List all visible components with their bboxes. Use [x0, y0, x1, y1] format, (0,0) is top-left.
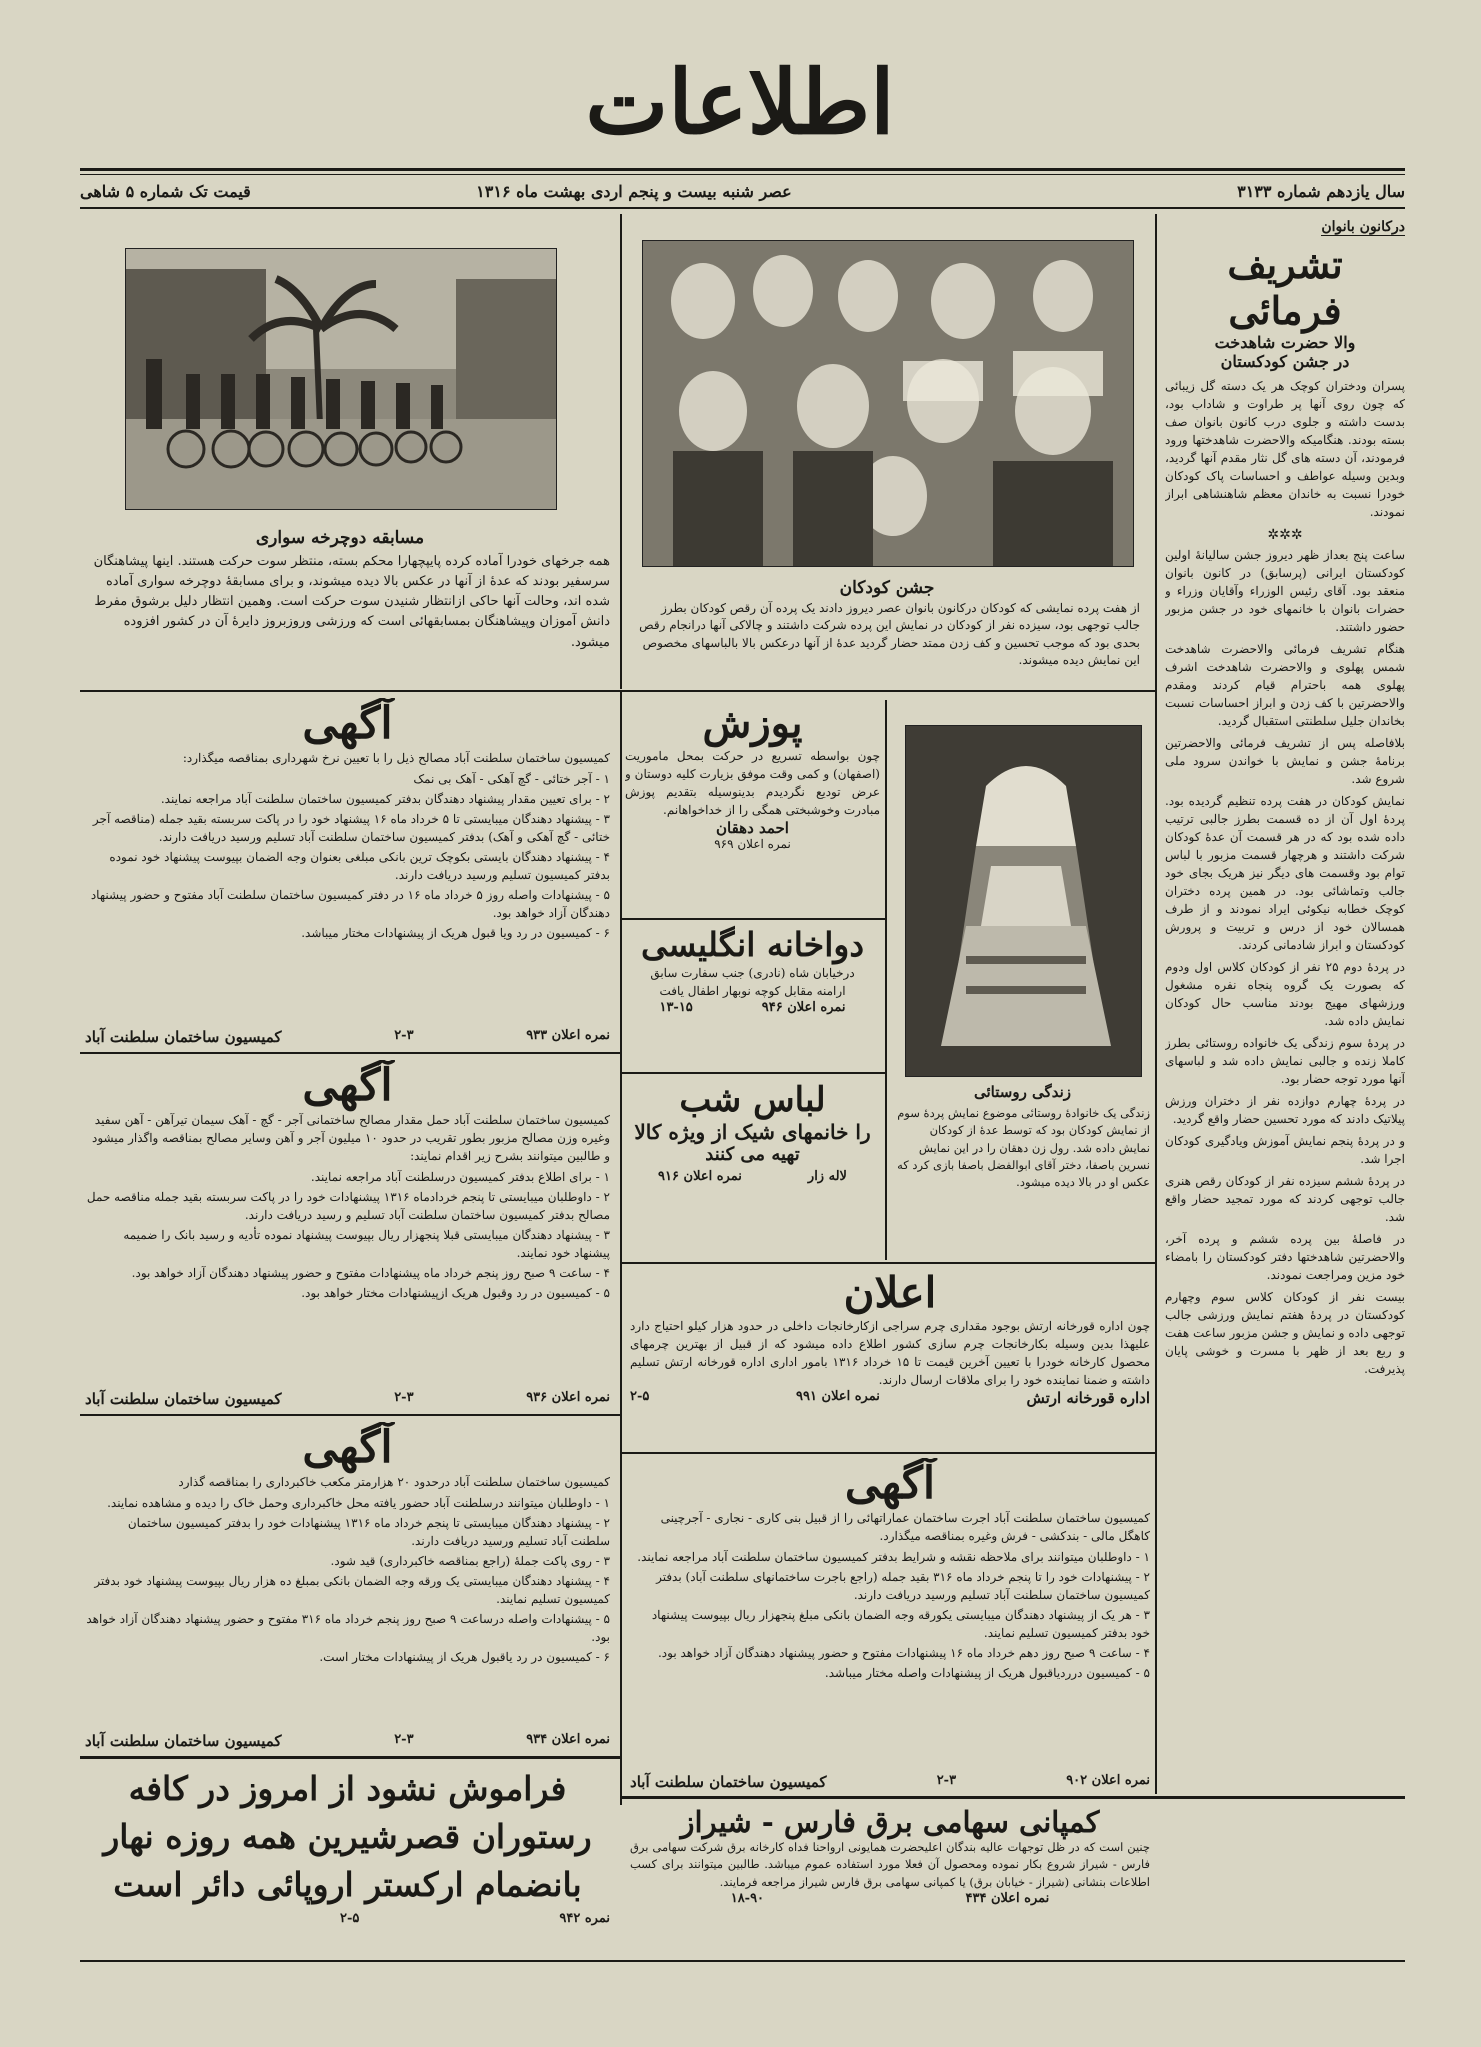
row-rule-5 — [622, 1262, 1155, 1264]
apology-ad-title: پوزش — [702, 700, 803, 747]
sidebar-subhead-2: در جشن کودکستان — [1220, 352, 1350, 372]
armoury-notice-text: چون اداره قورخانه ارتش بوجود مقداری چرم سراجی ازکارخانجات داخلی در حدود هزار کیلو احتیاج دارد علیهذا بدین وسیله بکارخانجات چرم سازی کشور اطلاع داده میشود که از قبیل از بهترین چرمهای محصول کارخانه خودرا با تعیین آخرین قیمت تا ۱۵ خرداد ۱۳۱۶ بامور اداری اداره قورخانه ارتش تسلیم داشته و ضمنا نماینده خود را برای ملاقات ارسال دارند. — [630, 1319, 1150, 1387]
cafe-ad — [85, 1765, 610, 1965]
evening-dress-ad-line-2: تهیه می کنند — [705, 1144, 800, 1165]
village-life-title: زندگی روستائی — [974, 1083, 1071, 1101]
cafe-ad-line-3: بانضمام ارکستر اروپائی دائر است — [113, 1864, 582, 1904]
children-celebration-text: از هفت پرده نمایشی که کودکان درکانون بانوان عصر دیروز دادند یک پرده آن رقص کودکان بطرز جالب توجهی بود، سیزده نفر از کودکان در نمایش این پرده شرکت داشتند و چالاکی آنها درانجام رقص بحدی بود که موجب تحسین و کف زدن ممتد حضار گردید عدهٔ از آنها درعکس بالا بالباسهای مخصوص این نمایش دیده میشوند. — [639, 601, 1140, 668]
electric-company-serial: ۱۸-۹۰ — [730, 1890, 765, 1906]
children-celebration-photo — [642, 240, 1134, 567]
sidebar-paragraph-7: در پردهٔ سوم زندگی یک خانواده روستائی بطرز کاملا زنده و جالبی نمایش داده شد و لباسهای آنها مورد توجه حضار بود. — [1165, 1036, 1405, 1087]
notice-ad-2-ref: نمره اعلان ۹۳۶ — [526, 1390, 610, 1405]
armoury-notice-ref: نمره اعلان ۹۹۱ — [796, 1389, 880, 1404]
notice-ad-4-title: آگهی — [844, 1458, 936, 1509]
row-rule-3 — [80, 1414, 620, 1416]
notice-ad-1-sign: کمیسیون ساختمان سلطنت آباد — [85, 1028, 282, 1046]
row-rule-7 — [622, 1796, 1405, 1799]
bicycle-race-text: همه جرخهای خودرا آماده کرده پایپچهارا محکم بسته، منتظر سوت حرکت هستند. اینها پیشاهنگان سرسفیر بودند که عدهٔ از آنها در عکس بالا دیده میشوند، و برای مسابقهٔ دوچرخه سواری آماده شده اند، وحالت آنها حاکی ازانتظار شنیدن سوت حرکت است. وهمین انتظار دلیل برشوق مفرط دانش آموزان وپیشاهنگان بمسابقهائی است که ورزشی وروزبروز دایرهٔ آن در کشور افزوده میشود. — [93, 554, 610, 650]
notice-ad-2-serial: ۲-۳ — [394, 1390, 414, 1405]
notice-ad-2-title: آگهی — [302, 1060, 393, 1111]
issue-date: عصر شنبه بیست و پنجم اردی بهشت ماه ۱۳۱۶ — [476, 181, 792, 201]
dateline-rule — [80, 207, 1405, 209]
sidebar-headline: تشریف فرمائی — [1227, 242, 1343, 333]
armoury-notice-sign: اداره قورخانه ارتش — [1026, 1389, 1150, 1407]
notice-ad-2-item: ۴ - ساعت ۹ صبح روز پنجم خرداد ماه پیشنهادات مفتوح و حضور پیشنهاد دهندگان آزاد خواهد بود. — [131, 1266, 610, 1280]
sidebar-paragraph-12: بیست نفر از کودکان کلاس سوم وچهارم کودکستان در پردهٔ هفتم نمایش ورزشی جالب توجهی داده و نمایش و جشن مزبور ساعت هفت و ربع بعد از ظهر با مسرت و خوشی پایان پذیرفت. — [1165, 1290, 1405, 1377]
pharmacy-ad-line-1: درخیابان شاه (نادری) جنب سفارت سابق — [650, 966, 855, 980]
sidebar-paragraph-11: در فاصلهٔ بین پرده ششم و پرده آخر، والاحضرتین شاهدختها دفتر کودکستان را بامضاء خود مزین ومراجعت نمودند. — [1165, 1232, 1405, 1283]
notice-ad-1 — [85, 698, 610, 1048]
sidebar-paragraph-2: ساعت پنج بعداز ظهر دیروز جشن سالیانهٔ اولین کودکستان ایرانی (پرسابق) در کانون بانوان منعقد بود. آقای رئیس الوزراء وآقایان وزراء و حضرات بانوان با خانمهای خود در جشن مزبور حضور داشتند. — [1165, 548, 1405, 635]
notice-ad-1-item: ۴ - پیشنهاد دهندگان بایستی بکوچک ترین بانکی مبلغی بعنوان وجه الضمان بپیوست پیشنهاد خود نموده بدفتر کمیسیون تسلیم ورسید دریافت دارند. — [109, 850, 610, 882]
issue-number: سال یازدهم شماره ۳۱۳۳ — [1237, 181, 1405, 201]
apology-ad-text: چون بواسطه تسریع در حرکت بمحل ماموریت (اصفهان) و کمی وقت موفق بزیارت کلیه دوستان و عرض تودیع نگردیدم بدینوسیله بتقدیم پوزش مبادرت وخوشبختی همگی را از خداخواهانم. — [625, 749, 880, 817]
separator-stars-icon: ✲✲✲ — [1267, 527, 1303, 544]
notice-ad-2-item: ۳ - پیشنهاد دهندگان میبایستی قبلا پنجهزار ریال بپیوست پیشنهاد نموده تأدیه و رسید بانک را ضمیمه پیشنهاد خود نمایند. — [123, 1228, 610, 1260]
notice-ad-1-item: ۱ - آجر ختائی - گچ آهکی - آهک بی نمک — [413, 772, 610, 786]
notice-ad-1-item: ۳ - پیشنهاد دهندگان میبایستی تا ۵ خرداد ماه ۱۶ پیشنهاد خود را در پاکت سربسته بقید جمله (مناقصه آجر ختائی - گچ آهکی و آهک) بدفتر کمیسیون ساختمان سلطنت آباد تسلیم ورسید دریافت دارند. — [92, 812, 610, 844]
evening-dress-ad — [625, 1080, 880, 1255]
sidebar-paragraph-4: بلافاصله پس از تشریف فرمائی والاحضرتین برنامهٔ جشن و نمایش با خواندن سرود ملی شروع شد. — [1165, 736, 1405, 787]
notice-ad-4-item: ۳ - هر یک از پیشنهاد دهندگان میبایستی یکورقه وجه الضمان بانکی مبلغ پنجهزار ریال بپیوست پیشنهاد خود بدفتر کمیسیون تسلیم نمایند. — [651, 1608, 1150, 1640]
masthead-rule-top — [80, 168, 1405, 171]
pharmacy-ad-title: دواخانه انگلیسی — [640, 925, 865, 964]
apology-ad-signature: احمد دهقان — [716, 819, 789, 837]
notice-ad-3-item: ۵ - پیشنهادات واصله درساعت ۹ صبح روز پنجم خرداد ماه ۳۱۶ مفتوح و حضور پیشنهاد دهندگان آزاد خواهد بود. — [86, 1612, 610, 1644]
armoury-notice-serial: ۲-۵ — [630, 1389, 650, 1404]
sidebar-paragraph-9: و در پردهٔ پنجم نمایش آموزش ویادگیری کودکان اجرا شد. — [1165, 1134, 1405, 1167]
notice-ad-4-item: ۲ - پیشنهادات خود را تا پنجم خرداد ماه ۳۱۶ بقید جمله (راجع باجرت ساختمانهای سلطنت آباد) بدفتر کمیسیون ساختمان سلطنت آباد تسلیم ورسید دریافت دارند. — [656, 1570, 1150, 1602]
apology-ad — [625, 700, 880, 915]
electric-company-text: چنین است که در ظل توجهات عالیه بندگان اعلیحضرت همایونی ارواحنا فداه کارخانه برق شرکت سهامی برق فارس - شیراز شروع بکار نموده ومحصول آن فعلا مورد استفاده عموم میباشد. طالبین میتوانند برای کسب اطلاعات بنشانی (شیراز - خیابان برق) یا کمپانی سهامی برق فارس شیراز مراجعه فرمایند. — [630, 1840, 1150, 1889]
notice-ad-1-item: ۲ - برای تعیین مقدار پیشنهاد دهندگان بدفتر کمیسیون ساختمان سلطنت آباد مراجعه نمایند. — [160, 792, 610, 806]
evening-dress-ad-title: لباس شب — [679, 1080, 826, 1120]
issue-price: قیمت تک شماره ۵ شاهی — [80, 181, 251, 201]
sidebar-paragraph-10: در پردهٔ ششم سیزده نفر از کودکان رقص هنری جالب توجهی کردند که مورد تمجید حضار واقع شد. — [1165, 1174, 1405, 1225]
notice-ad-4-ref: نمره اعلان ۹۰۲ — [1066, 1773, 1150, 1788]
notice-ad-3-ref: نمره اعلان ۹۳۴ — [526, 1732, 610, 1747]
pharmacy-ad — [625, 925, 880, 1070]
masthead-title — [540, 50, 940, 160]
evening-dress-ad-ref: نمره اعلان ۹۱۶ — [658, 1169, 742, 1184]
children-celebration-title: جشن کودکان — [839, 578, 935, 598]
notice-ad-1-serial: ۲-۳ — [394, 1028, 414, 1043]
page-bottom-rule — [80, 1960, 1405, 1962]
row-rule-pozesh — [622, 918, 885, 920]
pharmacy-ad-line-2: ارامنه مقابل کوچه نوبهار اطفال یافت — [659, 984, 846, 998]
row-rule-pharmacy — [622, 1072, 885, 1074]
notice-ad-2-item: ۵ - کمیسیون در رد وقبول هریک ازپیشنهادات مختار خواهد بود. — [301, 1286, 610, 1300]
bicycle-race-photo — [125, 248, 557, 510]
row-rule-1 — [80, 690, 1155, 692]
electric-company-ref: نمره اعلان ۴۳۴ — [965, 1890, 1050, 1906]
notice-ad-2-item: ۱ - برای اطلاع بدفتر کمیسیون درسلطنت آباد مراجعه نمایند. — [310, 1170, 610, 1184]
notice-ad-3-item: ۱ - داوطلبان میتوانند درسلطنت آباد حضور یافته محل خاکبرداری وحمل خاک را دیده و مشاهده نمایند. — [107, 1496, 610, 1510]
sidebar-paragraph-5: نمایش کودکان در هفت پرده تنظیم گردیده بود. پردهٔ اول آن از ده قسمت بطرز جالبی ترتیب داده شده بود که در هر قسمت آن عدهٔ کودکان شرکت داشتند و هرچهار قسمت مزبور با لباس توام بود وقسمت های دیگر نیز هریک بجای خود جالب وتماشائی بود. در همین پرده دختران کوچک خطابه نیکوئی ایراد نمودند و از طرف همسالان خود از درس و تربیت و پرورش کودکستان و ابراز شادمانی کردند. — [1165, 794, 1405, 953]
cafe-ad-line-2: رستوران قصرشیرین همه روزه نهار — [103, 1816, 592, 1856]
notice-ad-1-intro: کمیسیون ساختمان سلطنت آباد مصالح ذیل را با تعیین نرخ شهرداری بمناقصه میگذارد: — [182, 751, 610, 765]
row-rule-6 — [622, 1452, 1155, 1454]
notice-ad-4-item: ۵ - کمیسیون درردیاقبول هریک از پیشنهادات واصله مختار میباشد. — [824, 1666, 1150, 1680]
notice-ad-3-serial: ۲-۳ — [394, 1732, 414, 1747]
sidebar-paragraph-6: در پردهٔ دوم ۲۵ نفر از کودکان کلاس اول ودوم که بصورت یک گروه پنجاه نفره مشغول ورزشهای مهیج بودند مناسب حال کودکان نمایش داده شد. — [1165, 960, 1405, 1029]
notice-ad-1-ref: نمره اعلان ۹۳۳ — [526, 1028, 610, 1043]
masthead-title-text: اطلاعات — [585, 50, 895, 154]
notice-ad-4-item: ۴ - ساعت ۹ صبح روز دهم خرداد ماه ۱۶ پیشنهادات مفتوح و حضور پیشنهاد دهندگان آزاد خواهد بود. — [657, 1646, 1150, 1660]
column-rule-middle — [620, 690, 622, 1805]
notice-ad-3-title: آگهی — [302, 1422, 393, 1473]
cafe-ad-line-1: فراموش نشود از امروز در کافه — [128, 1769, 567, 1808]
electric-company-ad — [630, 1805, 1150, 1955]
notice-ad-3-item: ۳ - روی پاکت جملهٔ (راجع بمناقصه خاکبرداری) قید شود. — [330, 1554, 610, 1568]
notice-ad-3 — [85, 1422, 610, 1752]
notice-ad-4 — [630, 1458, 1150, 1793]
notice-ad-1-item: ۶ - کمیسیون در رد ویا قبول هریک از پیشنهادات مختار میباشد. — [301, 926, 610, 940]
sidebar-paragraph-8: در پردهٔ چهارم دوازده نفر از دختران ورزش پیلاتیک دادند که مورد تحسین حضار واقع گردید. — [1165, 1094, 1405, 1127]
notice-ad-2-sign: کمیسیون ساختمان سلطنت آباد — [85, 1390, 282, 1408]
masthead-rule-top-thin — [80, 174, 1405, 175]
cafe-ad-ref: نمره ۹۴۲ — [559, 1910, 610, 1926]
notice-ad-1-title: آگهی — [302, 698, 393, 749]
sidebar-subhead-1: والا حضرت شاهدخت — [1214, 333, 1356, 353]
pharmacy-ad-serial: ۱۳-۱۵ — [659, 1000, 693, 1015]
notice-ad-4-intro: کمیسیون ساختمان سلطنت آباد اجرت ساختمان عماراتهائی را از قبیل بنی کاری - نجاری - آجرچینی کاهگل مالی - بندکشی - فرش وغیره بمناقصه میگذارد. — [660, 1511, 1150, 1543]
notice-ad-4-item: ۱ - داوطلبان میتوانند برای ملاحظه نقشه و شرایط بدفتر کمیسیون ساختمان سلطنت آباد مراجعه نمایند. — [637, 1550, 1150, 1564]
column-rule-center — [885, 700, 887, 1260]
evening-dress-ad-line-1: را خانمهای شیک از ویژه کالا — [634, 1120, 871, 1144]
notice-ad-2-item: ۲ - داوطلبان میبایستی تا پنجم خردادماه ۱۳۱۶ پیشنهادات خود را در پاکت سربسته بقید جمله مناقصه حمل مصالح بدفتر کمیسیون ساختمان سلطنت آباد تسلیم و رسید دریافت دارند. — [86, 1190, 610, 1222]
column-rule-right — [1155, 214, 1157, 1794]
row-rule-4 — [80, 1756, 620, 1759]
armoury-notice-title: اعلان — [843, 1268, 937, 1317]
sidebar-paragraph-1: پسران ودختران کوچک هر یک دسته گل زیبائی که چون روی آنها پر طراوت و شاداب بود، بدست داشته و جلوی درب کانون بانوان صف بسته بودند. هنگامیکه والاحضرت شاهدختها ورود فرمودند، آن دسته های گل نثار مقدم آنها گردید، وبدین وسیله عواطف و احساسات پاک کودکان خودرا نسبت به خاندان معظم شاهنشاهی ابراز نمودند. — [1165, 379, 1405, 520]
notice-ad-4-serial: ۲-۳ — [936, 1773, 957, 1788]
village-life-photo — [905, 725, 1142, 1077]
notice-ad-3-item: ۴ - پیشنهاد دهندگان میبایستی یک ورقه وجه الضمان بانکی بمبلغ ده هزار ریال بپیوست پیشنهاد خود بدفتر کمیسیون تسلیم نمایند. — [94, 1574, 610, 1606]
bicycle-race-title: مسابقه دوچرخه سواری — [255, 528, 425, 548]
row-rule-2 — [80, 1052, 620, 1054]
notice-ad-1-item: ۵ - پیشنهادات واصله روز ۵ خرداد ماه ۱۶ در دفتر کمیسیون ساختمان سلطنت آباد مفتوح و حضور پیشنهاد دهندگان آزاد خواهد بود. — [90, 888, 610, 920]
pharmacy-ad-ref: نمره اعلان ۹۴۶ — [761, 1000, 846, 1015]
electric-company-title: کمپانی سهامی برق فارس - شیراز — [680, 1805, 1100, 1839]
notice-ad-3-item: ۲ - پیشنهاد دهندگان میبایستی تا پنجم خرداد ماه ۱۳۱۶ پیشنهادات خود را بدفتر کمیسیون ساختمان سلطنت آباد تسلیم ورسید دریافت دارند. — [127, 1516, 610, 1548]
sidebar-paragraph-3: هنگام تشریف فرمائی والاحضرت شاهدخت شمس پهلوی و والاحضرت شاهدخت اشرف پهلوی همه باحترام قیام کردند ومقدم والاحضرتین با کف زدن و ابراز احساسات نسبت بخاندان جلیل سلطنتی استقبال گردید. — [1165, 642, 1405, 729]
apology-ad-ref: نمره اعلان ۹۶۹ — [714, 837, 791, 851]
dateline — [80, 178, 1405, 204]
notice-ad-3-item: ۶ - کمیسیون در رد یاقبول هریک از پیشنهادات مختار است. — [319, 1650, 610, 1664]
notice-ad-2-intro: کمیسیون ساختمان سلطنت آباد حمل مقدار مصالح ساختمانی آجر - گچ - آهک سیمان تیرآهن - آهن سفید وغیره وزن مصالح مزبور بطور تقریب در حدود ۱۰ میلیون آجر و آهن وسایر مصالح بمناقصه واگذار میشود و طالبین میتوانند بشرح زیر اقدام نمایند: — [91, 1113, 610, 1163]
village-life-text: زندگی یک خانوادهٔ روستائی موضوع نمایش پردهٔ سوم از نمایش کودکان بود که توسط عدهٔ از کودکان نمایش داده شد. رول زن دهقان را در این نمایش نسرین باصفا، دختر آقای ابوالفضل باصفا بازی کرد که عکس او در بالا دیده میشود. — [897, 1106, 1150, 1189]
notice-ad-3-intro: کمیسیون ساختمان سلطنت آباد درحدود ۲۰ هزارمتر مکعب خاکبرداری را بمناقصه گذارد — [178, 1475, 610, 1489]
sidebar-article — [1165, 216, 1405, 1796]
armoury-notice — [630, 1268, 1150, 1448]
notice-ad-2 — [85, 1060, 610, 1410]
sidebar-kicker: درکانون بانوان — [1321, 219, 1405, 235]
column-rule-photos — [620, 214, 622, 689]
evening-dress-ad-store: لاله زار — [807, 1169, 847, 1184]
notice-ad-3-sign: کمیسیون ساختمان سلطنت آباد — [85, 1732, 282, 1750]
cafe-ad-serial: ۲-۵ — [340, 1910, 360, 1926]
notice-ad-4-sign: کمیسیون ساختمان سلطنت آباد — [630, 1773, 827, 1791]
